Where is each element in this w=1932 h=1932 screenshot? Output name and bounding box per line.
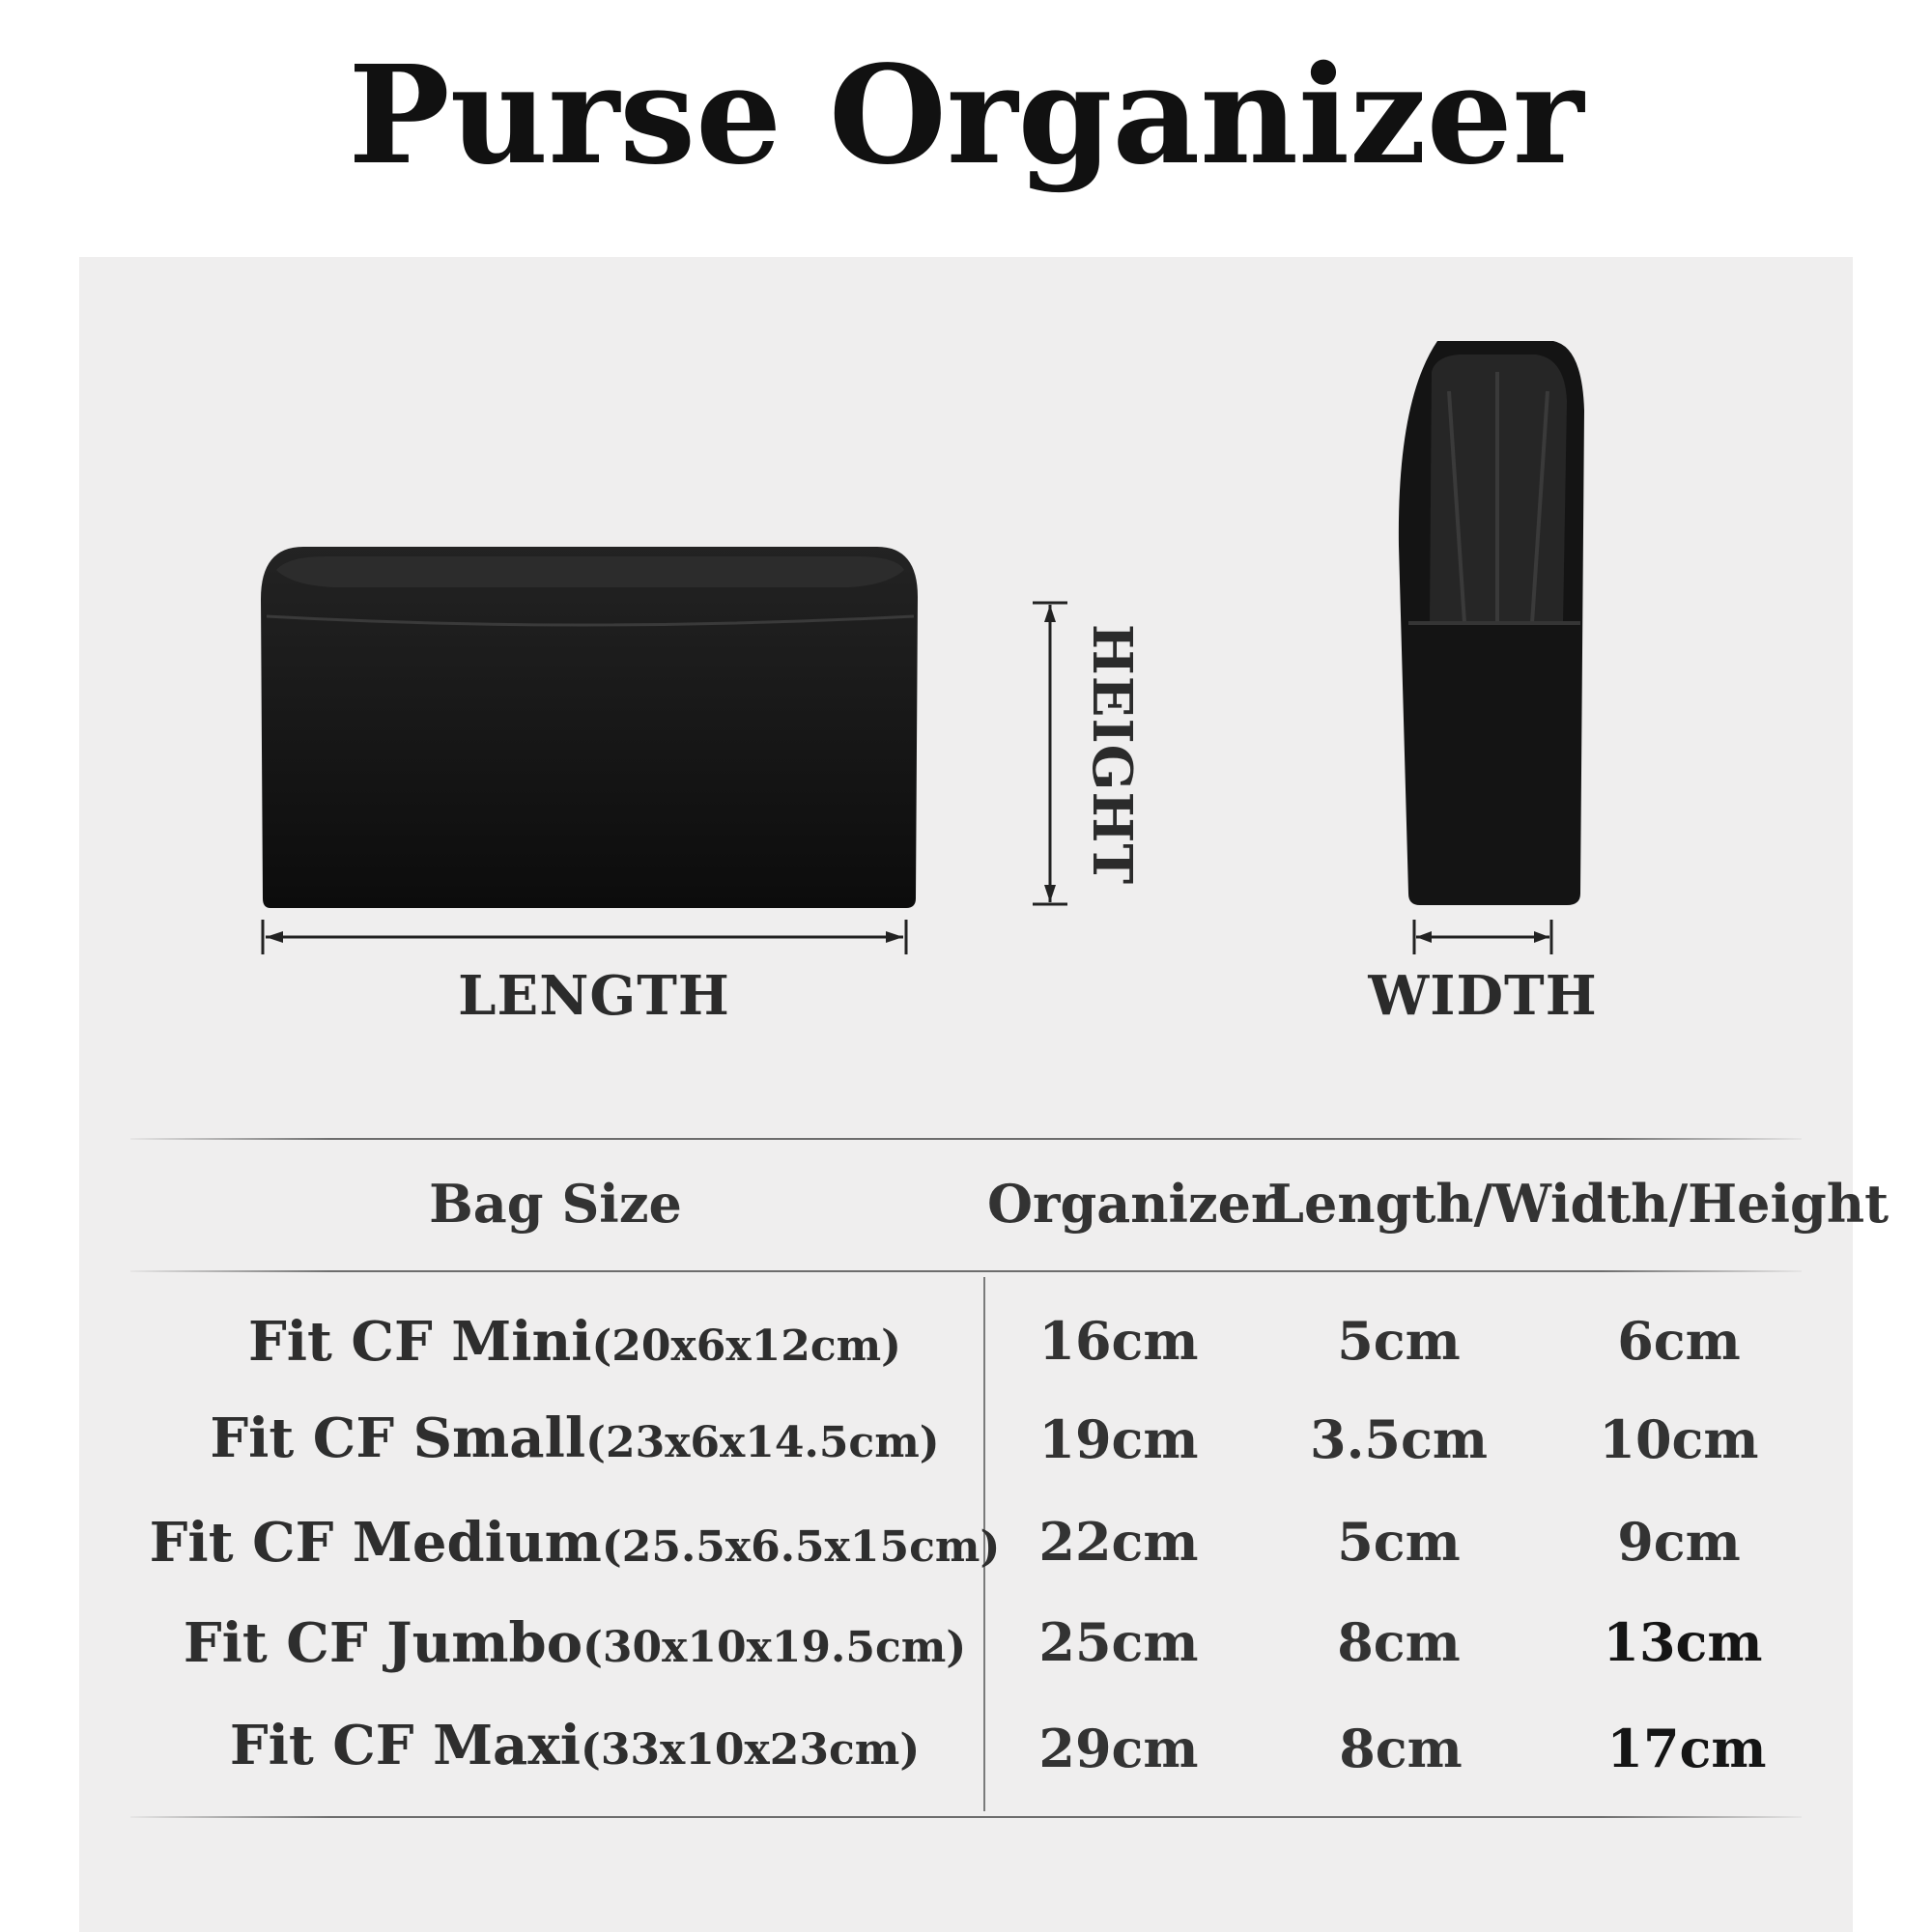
header-organizer: Organizer: [987, 1173, 1279, 1235]
header-bag-size: Bag Size: [429, 1173, 682, 1235]
table-row-bag: Fit CF Maxi(33x10x23cm): [229, 1714, 921, 1777]
cell-length: 16cm: [1038, 1310, 1199, 1372]
cell-height: 13cm: [1603, 1611, 1763, 1673]
page-title: Purse Organizer: [348, 37, 1584, 195]
table-bottom-rule: [130, 1816, 1802, 1818]
table-row-bag: Fit CF Jumbo(30x10x19.5cm): [183, 1611, 967, 1675]
cell-width: 5cm: [1337, 1310, 1461, 1372]
table-top-rule: [130, 1138, 1802, 1140]
table-row-bag: Fit CF Medium(25.5x6.5x15cm): [149, 1511, 1001, 1575]
length-dimension-line: [256, 918, 913, 956]
cell-height: 6cm: [1617, 1310, 1741, 1372]
cell-height: 9cm: [1617, 1511, 1741, 1573]
cell-width: 5cm: [1337, 1511, 1461, 1573]
cell-length: 22cm: [1038, 1511, 1199, 1573]
table-row-bag: Fit CF Mini(20x6x12cm): [248, 1310, 901, 1374]
width-dimension-line: [1410, 918, 1555, 956]
cell-length: 19cm: [1038, 1408, 1199, 1470]
cell-width: 3.5cm: [1310, 1408, 1488, 1470]
table-row-bag: Fit CF Small(23x6x14.5cm): [210, 1406, 940, 1470]
cell-width: 8cm: [1337, 1611, 1461, 1673]
cell-height: 10cm: [1599, 1408, 1759, 1470]
table-header-rule: [130, 1270, 1802, 1272]
header-dimensions: Length/Width/Height: [1267, 1173, 1889, 1235]
cell-length: 29cm: [1038, 1718, 1199, 1779]
cell-length: 25cm: [1038, 1611, 1199, 1673]
organizer-side-view: [1381, 333, 1604, 913]
length-label: LENGTH: [458, 964, 730, 1028]
height-dimension-line: [1029, 599, 1071, 908]
cell-height: 17cm: [1606, 1718, 1767, 1779]
organizer-front-view: [249, 541, 931, 927]
cell-width: 8cm: [1339, 1718, 1463, 1779]
height-label: HEIGHT: [1080, 623, 1144, 886]
width-label: WIDTH: [1368, 964, 1598, 1028]
